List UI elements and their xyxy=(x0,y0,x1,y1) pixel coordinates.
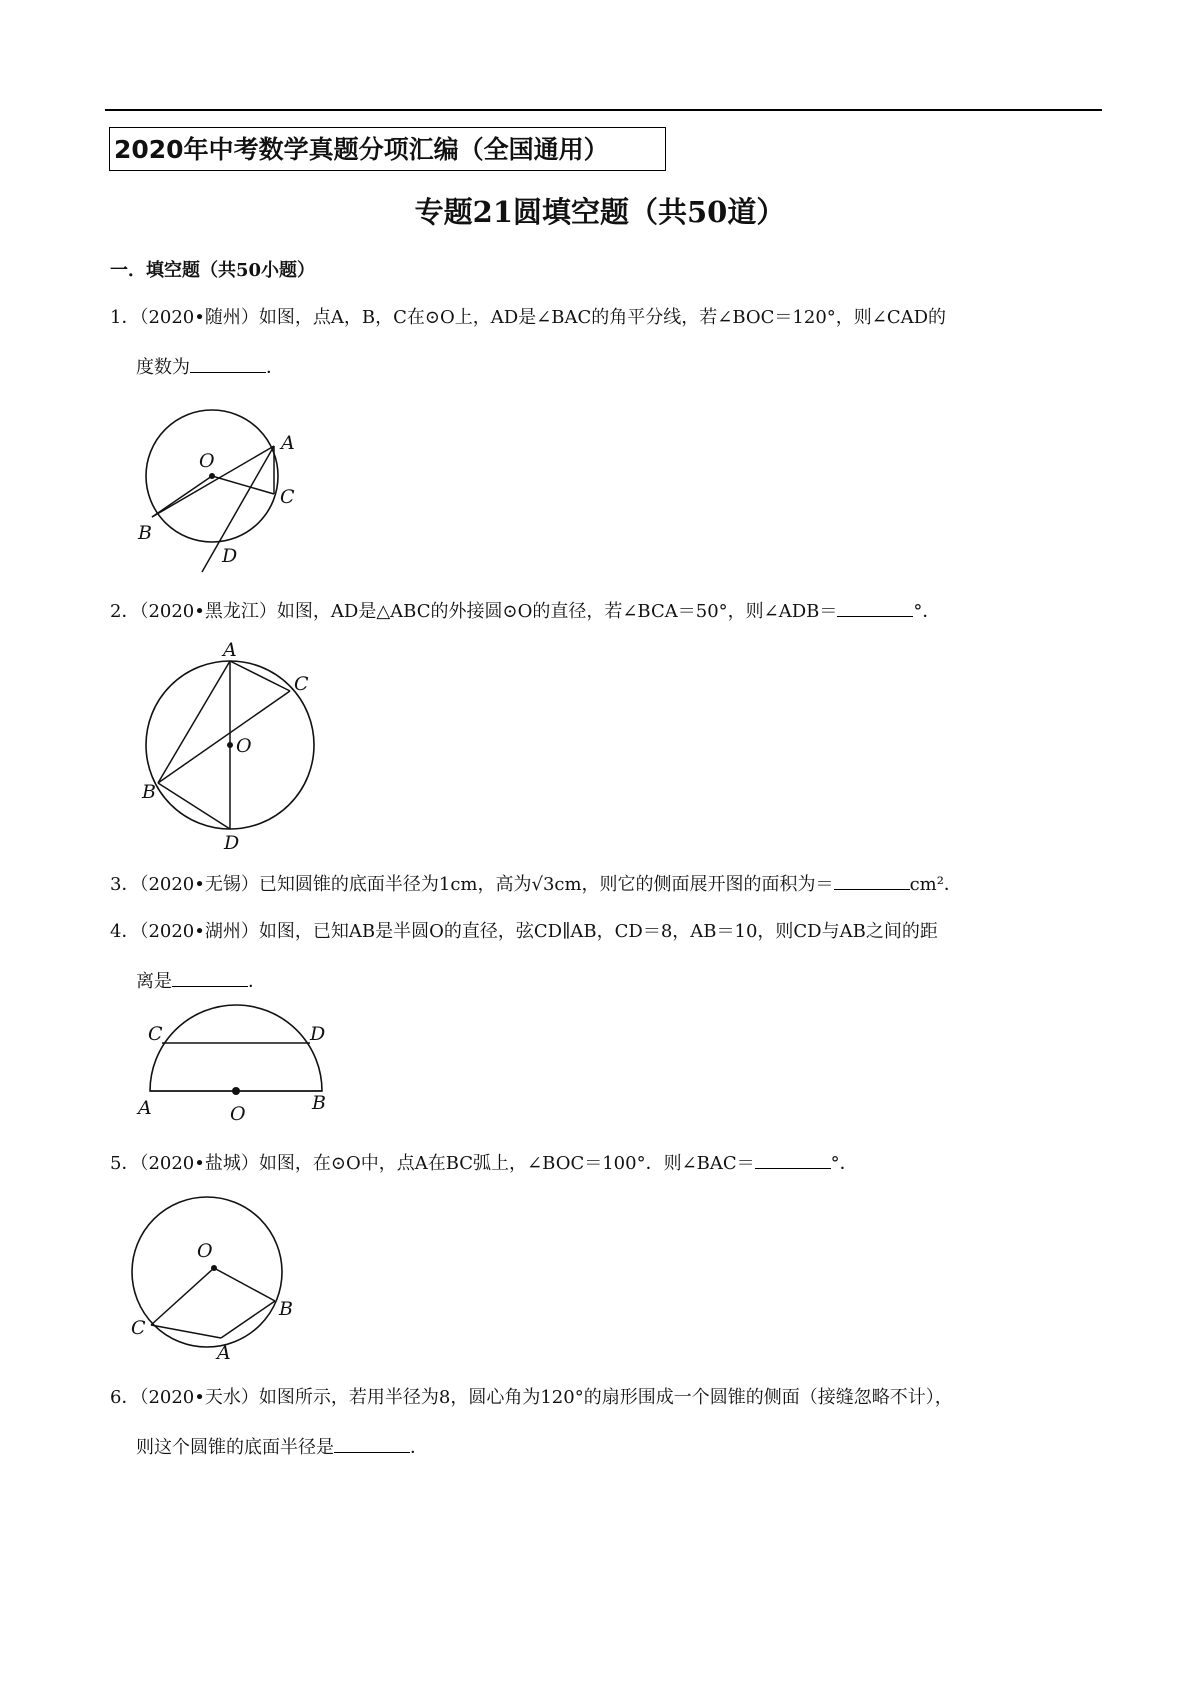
section-heading: 一．填空题（共50小题） xyxy=(110,260,316,281)
question-tail: ． xyxy=(266,357,284,378)
question-number: 6． xyxy=(110,1387,140,1408)
question-number: 4． xyxy=(110,921,140,942)
question-text-cont: 则这个圆锥的底面半径是 xyxy=(136,1437,334,1458)
answer-blank xyxy=(837,598,913,617)
question-3 xyxy=(110,860,1100,910)
question-source: （2020•随州） xyxy=(139,307,259,328)
label-A: A xyxy=(217,1342,231,1364)
label-B: B xyxy=(138,522,152,544)
question-source: （2020•湖州） xyxy=(139,921,259,942)
label-B: B xyxy=(312,1092,326,1114)
label-C: C xyxy=(131,1317,146,1339)
label-A: A xyxy=(138,1097,152,1119)
figure-2 xyxy=(130,639,330,854)
figure-4 xyxy=(130,1010,340,1125)
answer-blank xyxy=(190,354,266,373)
header-rule xyxy=(105,109,1102,111)
label-A: A xyxy=(223,639,237,661)
question-number: 1． xyxy=(110,307,140,328)
question-tail: °． xyxy=(913,601,941,622)
answer-blank xyxy=(172,968,248,987)
label-D: D xyxy=(310,1023,326,1045)
banner-title: 2020年中考数学真题分项汇编（全国通用） xyxy=(109,127,666,171)
question-2 xyxy=(110,587,1100,637)
question-source: （2020•盐城） xyxy=(139,1153,259,1174)
label-C: C xyxy=(148,1023,163,1045)
question-text: 如图，已知AB是半圆O的直径，弦CD∥AB，CD＝8，AB＝10，则CD与AB之间的距 xyxy=(258,921,938,942)
figure-1 xyxy=(130,400,310,580)
label-D: D xyxy=(224,832,240,854)
label-B: B xyxy=(142,781,156,803)
question-tail: °． xyxy=(830,1153,858,1174)
question-text: 如图，点A，B，C在⊙O上，AD是∠BAC的角平分线，若∠BOC＝120°，则∠CAD的 xyxy=(258,307,947,328)
question-text-cont: 度数为 xyxy=(136,357,190,378)
answer-blank xyxy=(755,1150,831,1169)
answer-blank xyxy=(334,1434,410,1453)
page-title: 专题21圆填空题（共50道） xyxy=(414,195,786,229)
label-A: A xyxy=(281,432,295,454)
question-text: 已知圆锥的底面半径为1cm，高为√3cm，则它的侧面展开图的面积为＝ xyxy=(258,874,834,895)
label-C: C xyxy=(280,486,295,508)
label-D: D xyxy=(222,545,238,567)
figure-5 xyxy=(125,1185,305,1365)
question-text: 如图，AD是△ABC的外接圆⊙O的直径，若∠BCA＝50°，则∠ADB＝ xyxy=(276,601,838,622)
label-O: O xyxy=(199,450,215,472)
question-number: 3． xyxy=(110,874,140,895)
question-text-cont: 离是 xyxy=(136,971,172,992)
question-source: （2020•黑龙江） xyxy=(139,601,277,622)
question-source: （2020•天水） xyxy=(139,1387,259,1408)
question-source: （2020•无锡） xyxy=(139,874,259,895)
label-O: O xyxy=(197,1240,213,1262)
question-1 xyxy=(110,293,1100,393)
question-6 xyxy=(110,1373,1100,1473)
label-O: O xyxy=(230,1103,246,1125)
question-tail: ． xyxy=(248,971,266,992)
question-text: 如图，在⊙O中，点A在BC弧上，∠BOC＝100°．则∠BAC＝ xyxy=(258,1153,755,1174)
label-C: C xyxy=(294,673,309,695)
question-number: 2． xyxy=(110,601,140,622)
question-number: 5． xyxy=(110,1153,140,1174)
label-O: O xyxy=(236,735,252,757)
question-4 xyxy=(110,907,1100,1007)
question-tail: ． xyxy=(410,1437,428,1458)
question-tail: cm²． xyxy=(909,874,962,895)
label-B: B xyxy=(279,1298,293,1320)
answer-blank xyxy=(834,871,910,890)
question-5 xyxy=(110,1139,1100,1189)
question-text: 如图所示，若用半径为8，圆心角为120°的扇形围成一个圆锥的侧面（接缝忽略不计）， xyxy=(258,1387,953,1408)
